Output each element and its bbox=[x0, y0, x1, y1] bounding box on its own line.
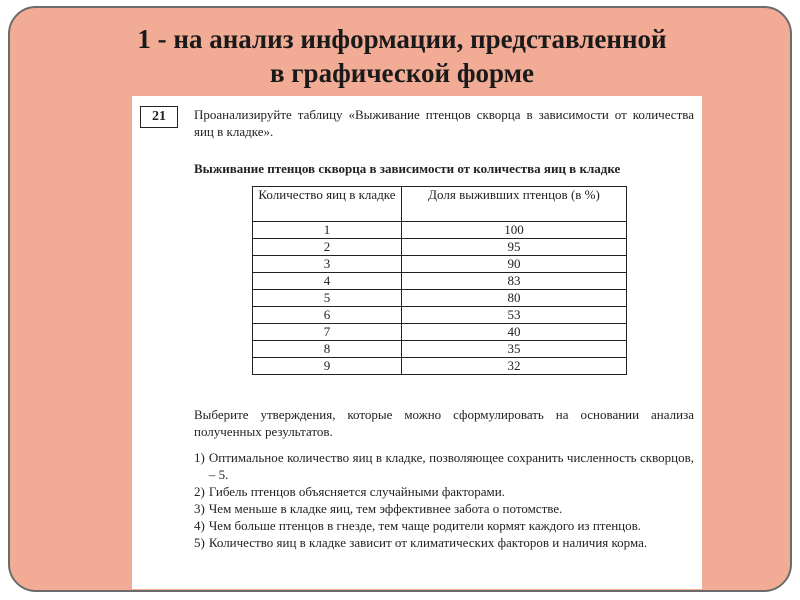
answer-option-text: Чем больше птенцов в гнезде, тем чаще родители кормят каждого из птенцов. bbox=[208, 518, 642, 533]
answer-option-number: 1) bbox=[194, 450, 205, 465]
answer-option bbox=[194, 449, 694, 483]
cell-survival-percent: 80 bbox=[402, 290, 627, 307]
answer-option bbox=[194, 534, 694, 551]
slide-title-line-1: 1 - на анализ информации, представленной bbox=[137, 24, 667, 54]
answer-option bbox=[194, 517, 694, 534]
table-row bbox=[253, 256, 627, 273]
cell-survival-percent: 90 bbox=[402, 256, 627, 273]
cell-egg-count: 6 bbox=[253, 307, 402, 324]
answer-option-number: 5) bbox=[194, 535, 205, 550]
slide-title-line-2: в графической форме bbox=[269, 58, 535, 88]
table-row bbox=[253, 273, 627, 290]
task-intro: Проанализируйте таблицу «Выживание птенцов скворца в зависимости от количества яиц в кладке». bbox=[194, 107, 694, 139]
table-row bbox=[253, 222, 627, 239]
answer-option-text: Оптимальное количество яиц в кладке, позволяющее сохранить численность скворцов, – 5. bbox=[208, 450, 694, 482]
cell-survival-percent: 83 bbox=[402, 273, 627, 290]
table-body bbox=[253, 222, 627, 375]
cell-egg-count: 1 bbox=[253, 222, 402, 239]
cell-survival-percent: 100 bbox=[402, 222, 627, 239]
cell-egg-count: 3 bbox=[253, 256, 402, 273]
cell-egg-count: 4 bbox=[253, 273, 402, 290]
cell-survival-percent: 40 bbox=[402, 324, 627, 341]
answer-option-number: 4) bbox=[194, 518, 205, 533]
table-row bbox=[253, 324, 627, 341]
answer-options bbox=[194, 449, 694, 551]
slide-title bbox=[10, 22, 794, 90]
cell-egg-count: 8 bbox=[253, 341, 402, 358]
table-row bbox=[253, 307, 627, 324]
answer-option-number: 3) bbox=[194, 501, 205, 516]
cell-egg-count: 5 bbox=[253, 290, 402, 307]
cell-survival-percent: 32 bbox=[402, 358, 627, 375]
answer-option-text: Гибель птенцов объясняется случайными факторами. bbox=[208, 484, 505, 499]
table-row bbox=[253, 358, 627, 375]
slide-background bbox=[8, 6, 792, 592]
column-header-eggs: Количество яиц в кладке bbox=[253, 187, 402, 222]
answer-option bbox=[194, 500, 694, 517]
cell-survival-percent: 95 bbox=[402, 239, 627, 256]
table-header-row bbox=[253, 187, 627, 222]
table-row bbox=[253, 341, 627, 358]
cell-survival-percent: 35 bbox=[402, 341, 627, 358]
cell-egg-count: 2 bbox=[253, 239, 402, 256]
answer-option-text: Чем меньше в кладке яиц, тем эффективнее забота о потомстве. bbox=[208, 501, 563, 516]
table-title: Выживание птенцов скворца в зависимости от количества яиц в кладке bbox=[194, 161, 621, 176]
task-question: Выберите утверждения, которые можно сформулировать на основании анализа полученных результатов. bbox=[194, 407, 694, 439]
task-number: 21 bbox=[140, 106, 178, 128]
answer-option-number: 2) bbox=[194, 484, 205, 499]
table-row bbox=[253, 239, 627, 256]
answer-option-text: Количество яиц в кладке зависит от климатических факторов и наличия корма. bbox=[208, 535, 648, 550]
cell-survival-percent: 53 bbox=[402, 307, 627, 324]
task-sheet bbox=[132, 96, 702, 589]
table-row bbox=[253, 290, 627, 307]
answer-option bbox=[194, 483, 694, 500]
cell-egg-count: 7 bbox=[253, 324, 402, 341]
cell-egg-count: 9 bbox=[253, 358, 402, 375]
survival-table bbox=[252, 186, 627, 375]
column-header-survival: Доля выживших птенцов (в %) bbox=[402, 187, 627, 222]
